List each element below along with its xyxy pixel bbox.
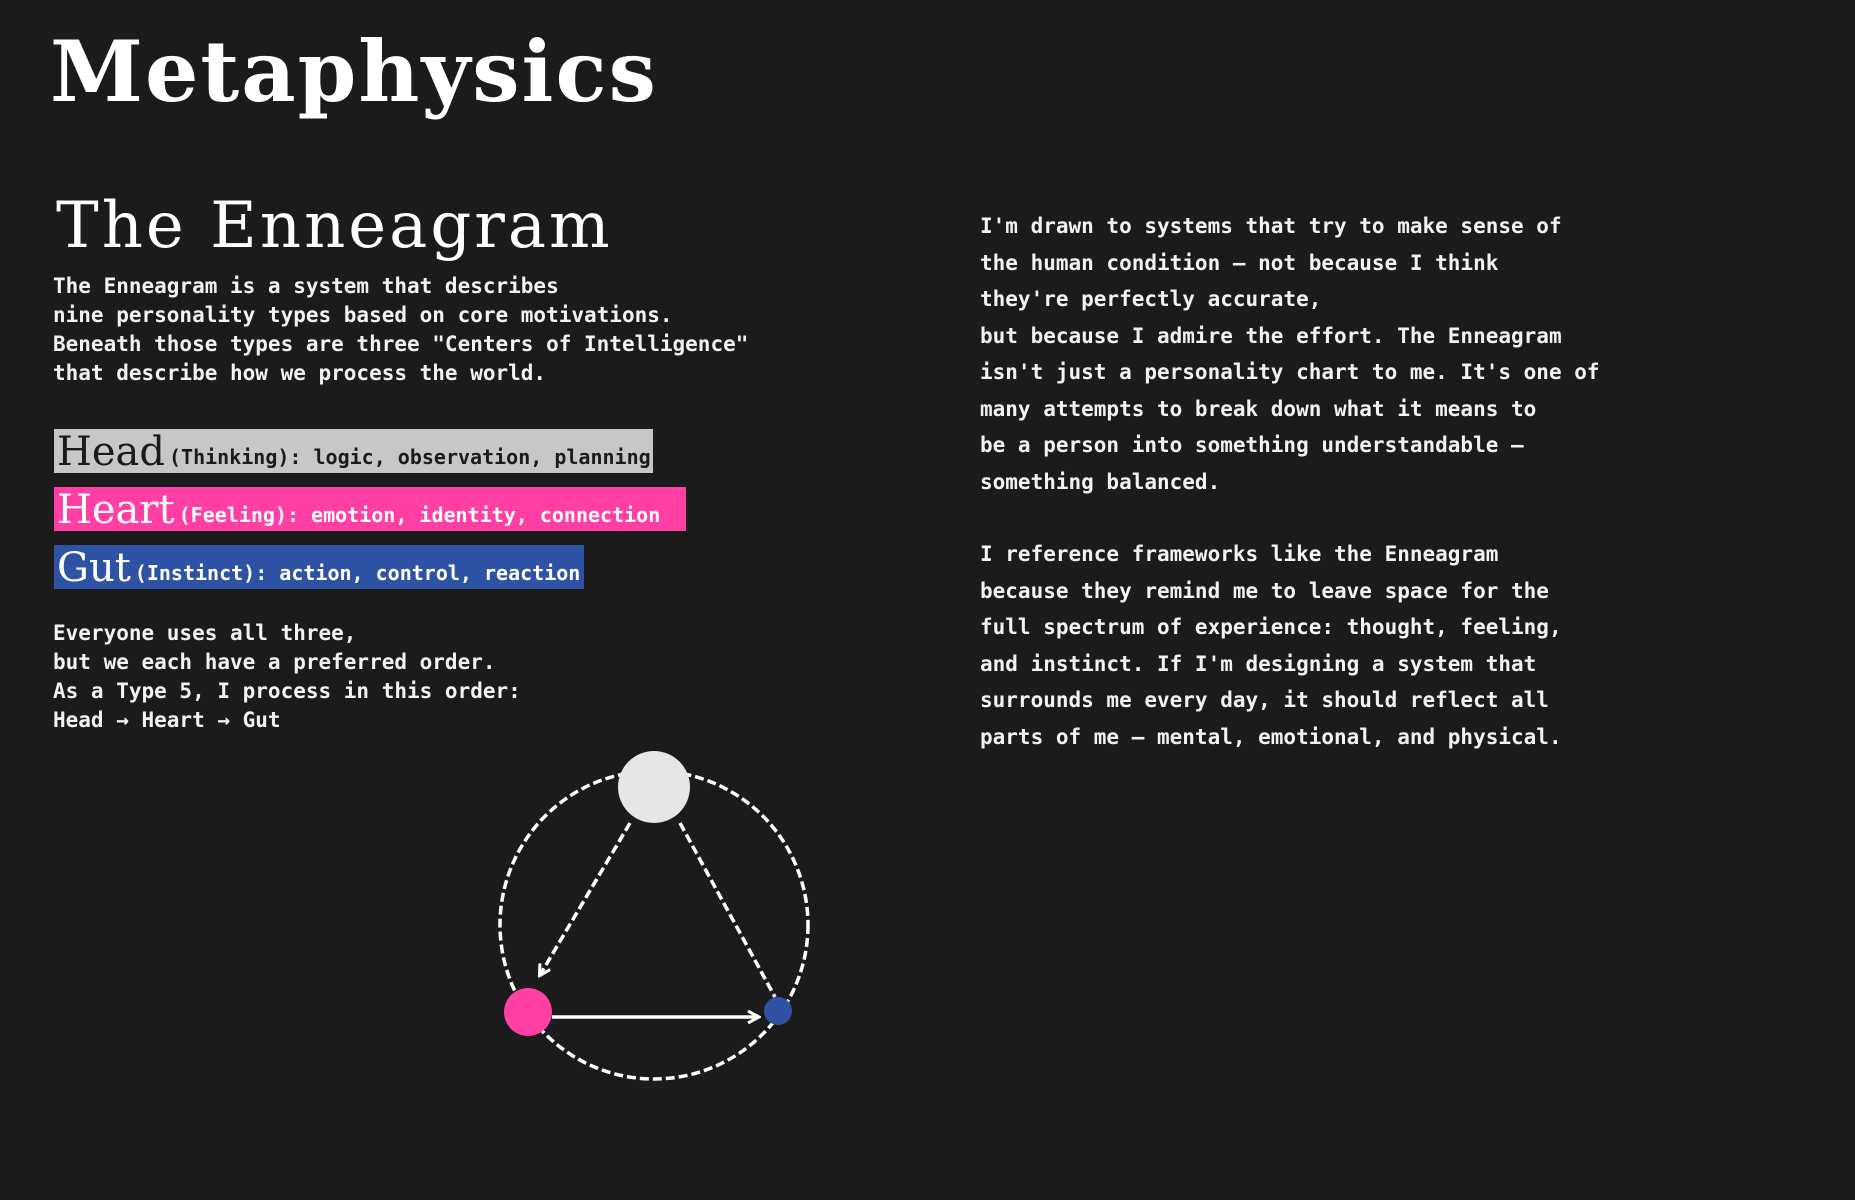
- order-line-2: but we each have a preferred order.: [53, 650, 496, 674]
- heart-node: [504, 988, 552, 1036]
- center-gut-name: Gut: [57, 545, 131, 591]
- gut-node: [764, 997, 792, 1025]
- center-head-desc: (Thinking): logic, observation, planning: [169, 445, 651, 469]
- center-head-name: Head: [57, 429, 166, 475]
- center-heart-name: Heart: [57, 487, 175, 533]
- center-gut-label: [54, 545, 584, 589]
- order-line-1: Everyone uses all three,: [53, 621, 357, 645]
- page-title: Metaphysics: [50, 22, 658, 121]
- center-gut-desc: (Instinct): action, control, reaction: [134, 561, 581, 585]
- enneagram-diagram: [480, 735, 840, 1095]
- section-title: The Enneagram: [56, 189, 613, 263]
- center-head-label: [54, 429, 653, 473]
- right-column: [980, 208, 1620, 791]
- head-node: [618, 751, 690, 823]
- order-line-4: Head → Heart → Gut: [53, 708, 281, 732]
- center-heart-desc: (Feeling): emotion, identity, connection: [178, 503, 661, 527]
- intro-text: The Enneagram is a system that describes nine personality types based on core motivations. Beneath those types are three "Centers of Intelligence" that describe how we process the world.: [53, 274, 749, 385]
- order-line-3: As a Type 5, I process in this order:: [53, 679, 521, 703]
- order-text: [53, 619, 613, 735]
- right-paragraph-1: I'm drawn to systems that try to make sense of the human condition — not because I think they're perfectly accurate, but because I admire the effort. The Enneagram isn't just a personality chart to me. It's one of many attempts to break down what it means to be a person into something understandable — something balanced.: [980, 214, 1600, 494]
- right-paragraph-2: I reference frameworks like the Enneagram because they remind me to leave space for the full spectrum of experience: thought, feeling, and instinct. If I'm designing a system that surrounds me every day, it should reflect all parts of me — mental, emotional, and physical.: [980, 542, 1562, 749]
- center-heart-label: [54, 487, 686, 531]
- arrow-head-to-heart: [540, 823, 630, 975]
- line-head-to-gut: [680, 823, 775, 997]
